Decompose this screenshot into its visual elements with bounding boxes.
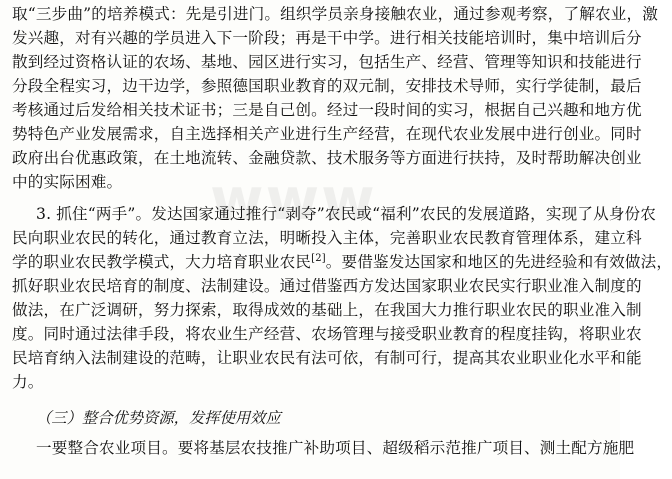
paragraph-2-line-5: 做法，在广泛调研，努力探索，取得成效的基础上，在我国大力推行职业农民的职业准入制 [12, 301, 642, 319]
paragraph-3-line-1: 一要整合农业项目。要将基层农技推广补助项目、超级稻示范推广项目、测土配方施肥 [36, 439, 635, 457]
paragraph-2-line-3 [12, 250, 672, 274]
paragraph-2-line-4: 抓好职业农民培育的制度、法制建设。通过借鉴西方发达国家职业农民实行职业准入制度的 [12, 277, 642, 295]
paragraph-2-line-2: 民向职业农民的转化，通过教育立法，明晰投入主体，完善职业农民教育管理体系，建立科 [12, 229, 642, 247]
section-heading: （三）整合优势资源，发挥使用效应 [36, 409, 281, 427]
paragraph-2-line-3-text: 学的职业农民教学模式，大力培育职业农民 [12, 253, 312, 271]
paragraph-1-line-7: 政府出台优惠政策，在土地流转、金融贷款、技术服务等方面进行扶持，及时帮助解决创业 [12, 149, 642, 167]
paragraph-1-line-8: 中的实际困难。 [12, 173, 123, 191]
paragraph-1-line-2: 发兴趣，对有兴趣的学员进入下一阶段；再是干中学。进行相关技能培训时，集中培训后分 [12, 29, 642, 47]
paragraph-2-line-3-tail: 。要借鉴发达国家和地区的先进经验和有效做法， [325, 253, 672, 271]
paragraph-1-line-6: 势特色产业发展需求，自主选择相关产业进行生产经营，在现代农业发展中进行创业。同时 [12, 125, 642, 143]
paragraph-1-line-5: 考核通过后发给相关技术证书；三是自己创。经过一段时间的实习，根据自己兴趣和地方优 [12, 101, 642, 119]
paragraph-2-line-7: 民培育纳入法制建设的范畴，让职业农民有法可依，有制可行，提高其农业职业化水平和能 [12, 349, 642, 367]
paragraph-1-line-4: 分段全程实习，边干边学，参照德国职业教育的双元制，安排技术导师，实行学徒制，最后 [12, 77, 642, 95]
paragraph-2-line-1: 3. 抓住“两手”。发达国家通过推行“剥夺”农民或“福利”农民的发展道路，实现了从身份农 [36, 205, 657, 223]
paragraph-1-line-3: 散到经过资格认证的农场、基地、园区进行实习，包括生产、经营、管理等知识和技能进行 [12, 53, 642, 71]
paragraph-1-line-1: 取“三步曲”的培养模式：先是引进门。组织学员亲身接触农业，通过参观考察，了解农业，激 [12, 5, 658, 23]
paragraph-2-line-6: 度。同时通过法律手段，将农业生产经营、农场管理与接受职业教育的程度挂钩，将职业农 [12, 325, 642, 343]
citation-marker: [2] [311, 252, 326, 264]
watermark: www [210, 165, 377, 233]
paragraph-2-line-8: 力。 [12, 373, 44, 391]
